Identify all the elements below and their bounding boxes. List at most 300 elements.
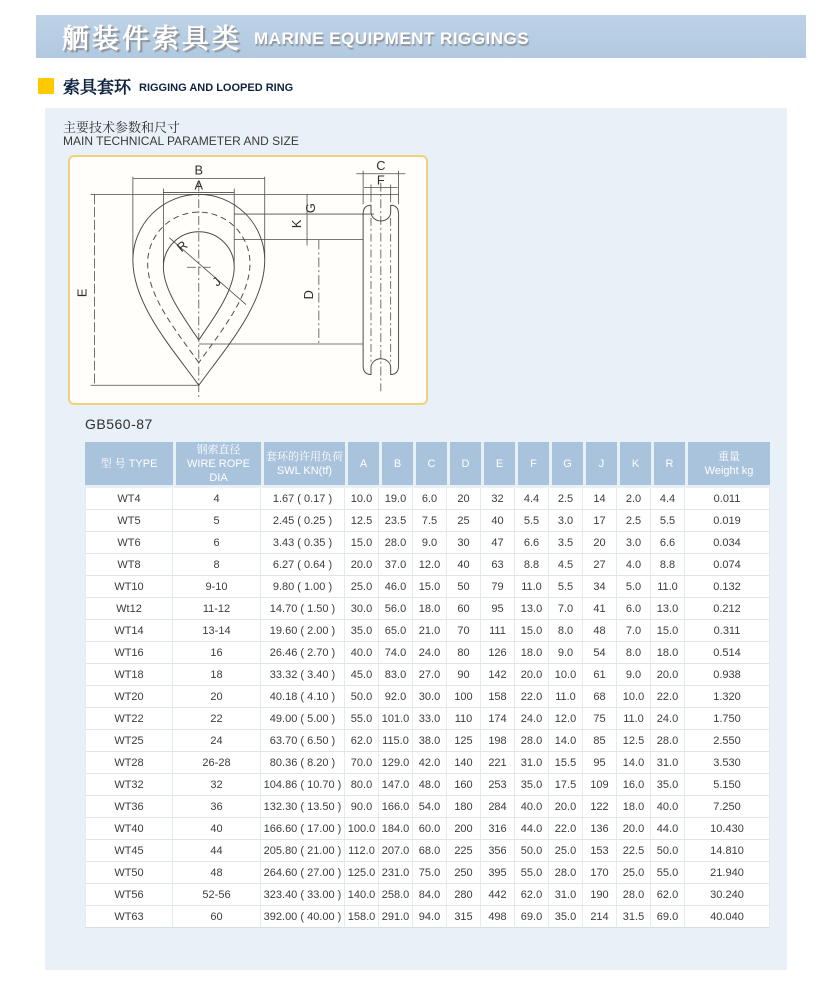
table-cell: 21.0 <box>413 620 447 642</box>
table-cell: 63.70 ( 6.50 ) <box>261 730 345 752</box>
table-cell: 32 <box>173 774 261 796</box>
table-cell: 9.0 <box>413 532 447 554</box>
table-cell: 10.0 <box>549 664 583 686</box>
table-cell: Wt12 <box>85 598 173 620</box>
section-heading <box>38 73 293 98</box>
table-cell: 5 <box>173 510 261 532</box>
dim-label-r: R <box>173 237 191 255</box>
table-cell: 48 <box>583 620 617 642</box>
table-row <box>85 862 770 884</box>
table-cell: 42.0 <box>413 752 447 774</box>
table-cell: WT25 <box>85 730 173 752</box>
table-cell: 221 <box>481 752 515 774</box>
table-cell: 2.5 <box>549 488 583 510</box>
table-cell: 11.0 <box>651 576 685 598</box>
table-cell: 40 <box>173 818 261 840</box>
column-header: G <box>549 442 583 488</box>
table-cell: 80.0 <box>345 774 379 796</box>
table-cell: 15.0 <box>651 620 685 642</box>
table-row <box>85 686 770 708</box>
table-cell: 36 <box>173 796 261 818</box>
table-cell: 0.311 <box>685 620 770 642</box>
table-cell: 231.0 <box>379 862 413 884</box>
table-cell: 22.0 <box>515 686 549 708</box>
dim-label-b: B <box>194 162 204 178</box>
table-cell: 0.034 <box>685 532 770 554</box>
table-cell: 10.430 <box>685 818 770 840</box>
table-cell: 22.0 <box>549 818 583 840</box>
table-cell: WT20 <box>85 686 173 708</box>
table-cell: 16 <box>173 642 261 664</box>
table-cell: 190 <box>583 884 617 906</box>
table-cell: 6.0 <box>617 598 651 620</box>
table-cell: 180 <box>447 796 481 818</box>
table-cell: 20 <box>447 488 481 510</box>
table-cell: 166.0 <box>379 796 413 818</box>
table-cell: 92.0 <box>379 686 413 708</box>
table-cell: 207.0 <box>379 840 413 862</box>
table-cell: 20 <box>583 532 617 554</box>
table-cell: 54 <box>583 642 617 664</box>
table-cell: WT40 <box>85 818 173 840</box>
table-cell: 20.0 <box>549 796 583 818</box>
table-cell: 50 <box>447 576 481 598</box>
table-cell: 85 <box>583 730 617 752</box>
column-header: E <box>481 442 515 488</box>
table-cell: 3.530 <box>685 752 770 774</box>
table-cell: 6 <box>173 532 261 554</box>
table-cell: 18.0 <box>651 642 685 664</box>
table-cell: 264.60 ( 27.00 ) <box>261 862 345 884</box>
table-cell: 40.0 <box>345 642 379 664</box>
table-cell: 498 <box>481 906 515 928</box>
table-cell: 69.0 <box>515 906 549 928</box>
table-cell: 253 <box>481 774 515 796</box>
table-cell: WT45 <box>85 840 173 862</box>
table-cell: 442 <box>481 884 515 906</box>
table-cell: 94.0 <box>413 906 447 928</box>
column-header: A <box>345 442 379 488</box>
table-cell: 25.0 <box>617 862 651 884</box>
table-cell: 4.5 <box>549 554 583 576</box>
column-header: B <box>379 442 413 488</box>
table-cell: 69.0 <box>651 906 685 928</box>
table-cell: 10.0 <box>345 488 379 510</box>
table-cell: 24 <box>173 730 261 752</box>
column-header: F <box>515 442 549 488</box>
section-title-english: RIGGING AND LOOPED RING <box>139 81 294 94</box>
table-cell: 158.0 <box>345 906 379 928</box>
table-cell: 80 <box>447 642 481 664</box>
table-cell: 19.0 <box>379 488 413 510</box>
table-cell: 40 <box>481 510 515 532</box>
table-cell: 26-28 <box>173 752 261 774</box>
table-cell: 109 <box>583 774 617 796</box>
table-cell: 140.0 <box>345 884 379 906</box>
table-cell: 0.514 <box>685 642 770 664</box>
table-cell: 14.810 <box>685 840 770 862</box>
column-header: 重量 Weight kg <box>685 442 770 488</box>
dim-label-g: G <box>302 203 318 214</box>
table-cell: 9.80 ( 1.00 ) <box>261 576 345 598</box>
table-cell: 17.5 <box>549 774 583 796</box>
table-cell: WT8 <box>85 554 173 576</box>
table-cell: 0.212 <box>685 598 770 620</box>
table-cell: WT5 <box>85 510 173 532</box>
table-cell: 63 <box>481 554 515 576</box>
table-cell: 23.5 <box>379 510 413 532</box>
table-cell: 40.040 <box>685 906 770 928</box>
table-cell: 5.5 <box>651 510 685 532</box>
table-cell: 31.0 <box>515 752 549 774</box>
table-cell: 20.0 <box>515 664 549 686</box>
table-cell: 291.0 <box>379 906 413 928</box>
table-cell: 75.0 <box>413 862 447 884</box>
column-header: D <box>447 442 481 488</box>
table-cell: 3.43 ( 0.35 ) <box>261 532 345 554</box>
table-cell: 35.0 <box>345 620 379 642</box>
table-cell: 10.0 <box>617 686 651 708</box>
table-cell: 48.0 <box>413 774 447 796</box>
table-cell: 112.0 <box>345 840 379 862</box>
table-cell: 0.938 <box>685 664 770 686</box>
table-cell: 4.4 <box>515 488 549 510</box>
table-cell: WT6 <box>85 532 173 554</box>
table-cell: 0.132 <box>685 576 770 598</box>
table-cell: 174 <box>481 708 515 730</box>
table-cell: 122 <box>583 796 617 818</box>
dim-label-c: C <box>376 157 386 173</box>
content-panel <box>45 108 787 970</box>
table-row <box>85 818 770 840</box>
table-cell: WT28 <box>85 752 173 774</box>
table-cell: 27 <box>583 554 617 576</box>
table-cell: 2.550 <box>685 730 770 752</box>
table-cell: 14.0 <box>549 730 583 752</box>
table-cell: 68.0 <box>413 840 447 862</box>
table-cell: 20.0 <box>345 554 379 576</box>
table-cell: 20.0 <box>617 818 651 840</box>
table-cell: 24.0 <box>651 708 685 730</box>
table-cell: 2.45 ( 0.25 ) <box>261 510 345 532</box>
table-cell: 40.18 ( 4.10 ) <box>261 686 345 708</box>
column-header: J <box>583 442 617 488</box>
column-header: 套环的许用负荷 SWL KN(tf) <box>261 442 345 488</box>
table-cell: 55.0 <box>515 862 549 884</box>
table-cell: 6.0 <box>413 488 447 510</box>
table-cell: 28.0 <box>549 862 583 884</box>
table-cell: 8.0 <box>549 620 583 642</box>
table-cell: 44.0 <box>515 818 549 840</box>
table-cell: 15.0 <box>515 620 549 642</box>
table-cell: 79 <box>481 576 515 598</box>
column-header: K <box>617 442 651 488</box>
table-row <box>85 620 770 642</box>
table-cell: 4.4 <box>651 488 685 510</box>
table-cell: 356 <box>481 840 515 862</box>
table-cell: 5.150 <box>685 774 770 796</box>
table-cell: 8.0 <box>617 642 651 664</box>
table-cell: 198 <box>481 730 515 752</box>
table-cell: 7.0 <box>549 598 583 620</box>
table-cell: 62.0 <box>651 884 685 906</box>
yellow-square-bullet <box>38 78 54 94</box>
table-row <box>85 554 770 576</box>
table-cell: 74.0 <box>379 642 413 664</box>
table-cell: 40.0 <box>515 796 549 818</box>
table-cell: 30.0 <box>413 686 447 708</box>
table-cell: 38.0 <box>413 730 447 752</box>
table-cell: 19.60 ( 2.00 ) <box>261 620 345 642</box>
table-cell: 125.0 <box>345 862 379 884</box>
table-cell: WT18 <box>85 664 173 686</box>
table-row <box>85 906 770 928</box>
table-cell: WT32 <box>85 774 173 796</box>
table-cell: 166.60 ( 17.00 ) <box>261 818 345 840</box>
table-row <box>85 840 770 862</box>
table-cell: 15.0 <box>413 576 447 598</box>
table-cell: 153 <box>583 840 617 862</box>
table-row <box>85 598 770 620</box>
table-cell: 65.0 <box>379 620 413 642</box>
table-cell: 60 <box>173 906 261 928</box>
table-row <box>85 774 770 796</box>
table-cell: 22.5 <box>617 840 651 862</box>
table-cell: 56.0 <box>379 598 413 620</box>
table-cell: 18 <box>173 664 261 686</box>
table-cell: 158 <box>481 686 515 708</box>
table-cell: 25.0 <box>345 576 379 598</box>
table-cell: 1.67 ( 0.17 ) <box>261 488 345 510</box>
table-cell: 132.30 ( 13.50 ) <box>261 796 345 818</box>
table-cell: 0.019 <box>685 510 770 532</box>
table-cell: 31.0 <box>549 884 583 906</box>
table-cell: 33.0 <box>413 708 447 730</box>
table-cell: 12.0 <box>413 554 447 576</box>
table-cell: 28.0 <box>617 884 651 906</box>
dim-label-d: D <box>300 290 316 300</box>
table-cell: 20 <box>173 686 261 708</box>
table-cell: 1.750 <box>685 708 770 730</box>
table-cell: WT63 <box>85 906 173 928</box>
table-cell: 323.40 ( 33.00 ) <box>261 884 345 906</box>
table-cell: 15.0 <box>345 532 379 554</box>
table-row <box>85 576 770 598</box>
table-cell: 8.8 <box>515 554 549 576</box>
table-cell: 12.5 <box>345 510 379 532</box>
table-cell: 30.240 <box>685 884 770 906</box>
table-cell: 7.250 <box>685 796 770 818</box>
dim-label-e: E <box>74 288 90 298</box>
table-cell: 31.0 <box>651 752 685 774</box>
parameters-subtitle-chinese: 主要技术参数和尺寸 <box>63 120 181 135</box>
table-cell: 13.0 <box>651 598 685 620</box>
table-cell: 214 <box>583 906 617 928</box>
table-cell: 30.0 <box>345 598 379 620</box>
table-cell: 95 <box>583 752 617 774</box>
table-row <box>85 796 770 818</box>
table-cell: 395 <box>481 862 515 884</box>
table-cell: 316 <box>481 818 515 840</box>
table-cell: 95 <box>481 598 515 620</box>
table-cell: 315 <box>447 906 481 928</box>
table-cell: 142 <box>481 664 515 686</box>
table-cell: 70 <box>447 620 481 642</box>
table-cell: 7.5 <box>413 510 447 532</box>
table-cell: 48 <box>173 862 261 884</box>
table-cell: 75 <box>583 708 617 730</box>
table-cell: 22.0 <box>651 686 685 708</box>
table-cell: 26.46 ( 2.70 ) <box>261 642 345 664</box>
table-cell: 9-10 <box>173 576 261 598</box>
table-cell: 104.86 ( 10.70 ) <box>261 774 345 796</box>
table-cell: 111 <box>481 620 515 642</box>
table-cell: 44.0 <box>651 818 685 840</box>
table-cell: 15.5 <box>549 752 583 774</box>
table-cell: 7.0 <box>617 620 651 642</box>
table-cell: 30 <box>447 532 481 554</box>
table-cell: 100.0 <box>345 818 379 840</box>
table-cell: 140 <box>447 752 481 774</box>
table-cell: 4 <box>173 488 261 510</box>
table-cell: 6.6 <box>651 532 685 554</box>
table-cell: 60 <box>447 598 481 620</box>
table-cell: 68 <box>583 686 617 708</box>
table-cell: 33.32 ( 3.40 ) <box>261 664 345 686</box>
dim-label-k: K <box>289 219 305 229</box>
table-cell: 44 <box>173 840 261 862</box>
table-cell: 46.0 <box>379 576 413 598</box>
table-cell: 47 <box>481 532 515 554</box>
table-cell: 60.0 <box>413 818 447 840</box>
table-cell: 8.8 <box>651 554 685 576</box>
table-cell: 62.0 <box>345 730 379 752</box>
table-cell: 20.0 <box>651 664 685 686</box>
table-cell: 50.0 <box>515 840 549 862</box>
table-cell: 80.36 ( 8.20 ) <box>261 752 345 774</box>
table-cell: 24.0 <box>413 642 447 664</box>
table-cell: 84.0 <box>413 884 447 906</box>
table-cell: 200 <box>447 818 481 840</box>
table-cell: 225 <box>447 840 481 862</box>
table-cell: 11.0 <box>549 686 583 708</box>
table-row <box>85 884 770 906</box>
table-cell: 90.0 <box>345 796 379 818</box>
table-cell: 126 <box>481 642 515 664</box>
table-header-row <box>85 442 770 488</box>
table-cell: 11-12 <box>173 598 261 620</box>
table-cell: 129.0 <box>379 752 413 774</box>
table-row <box>85 752 770 774</box>
dim-label-a: A <box>194 177 204 193</box>
table-cell: 18.0 <box>515 642 549 664</box>
table-cell: 31.5 <box>617 906 651 928</box>
table-cell: 45.0 <box>345 664 379 686</box>
table-cell: WT16 <box>85 642 173 664</box>
table-cell: 5.5 <box>549 576 583 598</box>
table-cell: 5.0 <box>617 576 651 598</box>
table-cell: 50.0 <box>345 686 379 708</box>
table-body <box>85 488 770 928</box>
table-cell: 25.0 <box>549 840 583 862</box>
table-cell: 5.5 <box>515 510 549 532</box>
table-cell: 110 <box>447 708 481 730</box>
table-cell: 9.0 <box>549 642 583 664</box>
table-cell: WT10 <box>85 576 173 598</box>
table-cell: 55.0 <box>345 708 379 730</box>
table-row <box>85 488 770 510</box>
table-cell: 16.0 <box>617 774 651 796</box>
table-row <box>85 532 770 554</box>
table-cell: 4.0 <box>617 554 651 576</box>
table-cell: WT50 <box>85 862 173 884</box>
table-cell: 32 <box>481 488 515 510</box>
table-cell: 52-56 <box>173 884 261 906</box>
table-cell: 125 <box>447 730 481 752</box>
table-cell: 258.0 <box>379 884 413 906</box>
table-row <box>85 664 770 686</box>
table-cell: 8 <box>173 554 261 576</box>
page-title-english: MARINE EQUIPMENT RIGGINGS <box>254 28 530 48</box>
table-cell: 392.00 ( 40.00 ) <box>261 906 345 928</box>
table-row <box>85 730 770 752</box>
table-cell: WT22 <box>85 708 173 730</box>
table-cell: 83.0 <box>379 664 413 686</box>
table-cell: 284 <box>481 796 515 818</box>
table-cell: 11.0 <box>515 576 549 598</box>
table-cell: 0.074 <box>685 554 770 576</box>
table-cell: 28.0 <box>379 532 413 554</box>
table-cell: 14 <box>583 488 617 510</box>
table-cell: 12.5 <box>617 730 651 752</box>
table-cell: 24.0 <box>515 708 549 730</box>
table-cell: 115.0 <box>379 730 413 752</box>
table-cell: 21.940 <box>685 862 770 884</box>
table-cell: 90 <box>447 664 481 686</box>
table-cell: 0.011 <box>685 488 770 510</box>
table-cell: 40 <box>447 554 481 576</box>
table-cell: 61 <box>583 664 617 686</box>
table-cell: 40.0 <box>651 796 685 818</box>
table-cell: 22 <box>173 708 261 730</box>
table-cell: 18.0 <box>413 598 447 620</box>
technical-drawing <box>68 155 428 405</box>
table-cell: 2.0 <box>617 488 651 510</box>
table-cell: 50.0 <box>651 840 685 862</box>
table-cell: 250 <box>447 862 481 884</box>
table-cell: 9.0 <box>617 664 651 686</box>
table-cell: 101.0 <box>379 708 413 730</box>
table-cell: 14.70 ( 1.50 ) <box>261 598 345 620</box>
table-cell: 28.0 <box>515 730 549 752</box>
table-cell: 28.0 <box>651 730 685 752</box>
table-cell: 25 <box>447 510 481 532</box>
table-cell: 55.0 <box>651 862 685 884</box>
dim-label-j: J <box>209 273 224 290</box>
table-row <box>85 642 770 664</box>
table-cell: 35.0 <box>515 774 549 796</box>
table-header <box>85 442 770 488</box>
table-cell: 34 <box>583 576 617 598</box>
table-cell: 41 <box>583 598 617 620</box>
table-cell: WT56 <box>85 884 173 906</box>
section-title-chinese: 索具套环 <box>63 78 131 97</box>
table-cell: 12.0 <box>549 708 583 730</box>
table-cell: 54.0 <box>413 796 447 818</box>
table-cell: 13.0 <box>515 598 549 620</box>
table-cell: 18.0 <box>617 796 651 818</box>
column-header: 型 号 TYPE <box>85 442 173 488</box>
